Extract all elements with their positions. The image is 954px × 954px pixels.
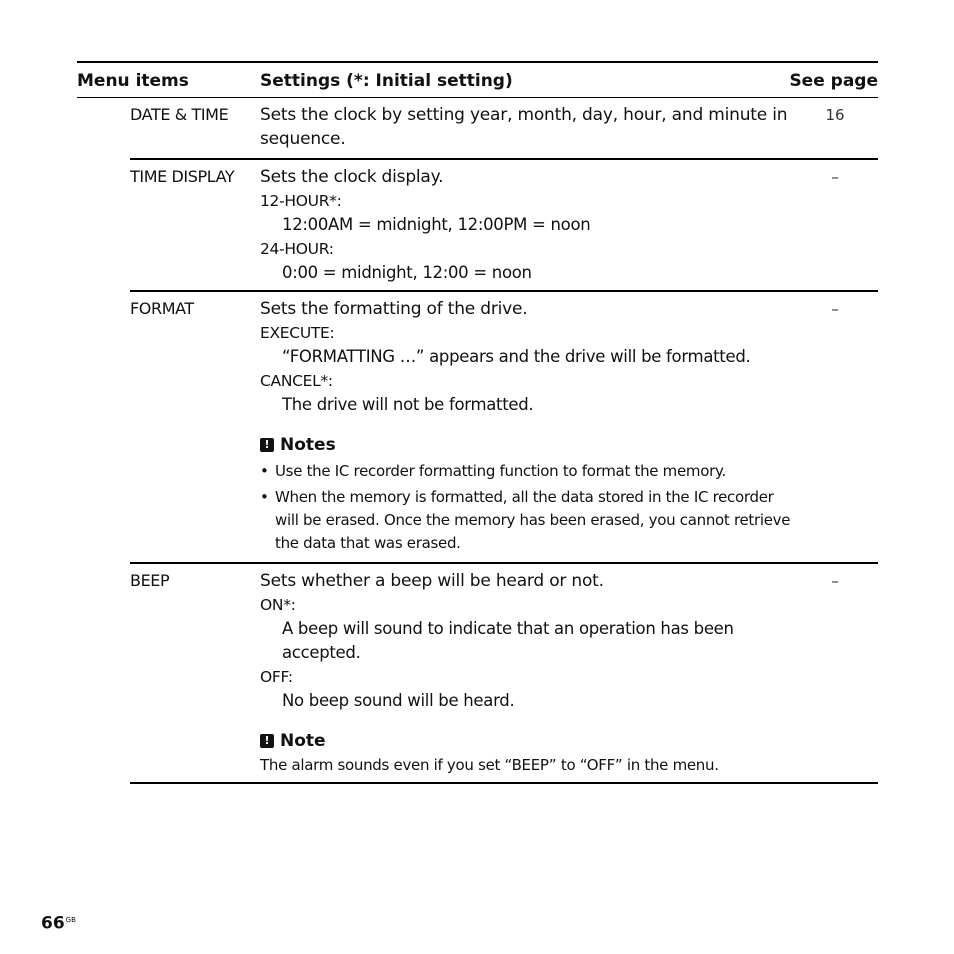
see-page-format: – [831, 300, 839, 318]
header-menu-items: Menu items [77, 71, 189, 91]
menu-item-time-display: TIME DISPLAY [130, 167, 235, 186]
option-label: ON*: [260, 596, 296, 614]
header-rule [77, 97, 878, 98]
note-bullet: • When the memory is formatted, all the data stored in the IC recorder will be erased. Once the memory has been erased, you cannot retrieve the data that was erased. [260, 486, 795, 555]
see-page-date-time: 16 [825, 106, 845, 124]
page-number [41, 908, 76, 936]
caution-icon: ! [260, 734, 274, 748]
table-top-rule [77, 61, 878, 63]
see-page-time-display: – [831, 168, 839, 186]
settings-time-display [260, 165, 800, 285]
header-settings: Settings (*: Initial setting) [260, 71, 513, 91]
setting-description: Sets the clock by setting year, month, day, hour, and minute in sequence. [260, 105, 788, 149]
option-description: “FORMATTING …” appears and the drive will be formatted. [282, 347, 751, 366]
note-text: The alarm sounds even if you set “BEEP” to “OFF” in the menu. [260, 756, 719, 774]
row-divider [130, 290, 878, 292]
note-title: Note [280, 731, 326, 751]
page-number-suffix: GB [65, 916, 76, 924]
menu-item-beep: BEEP [130, 571, 170, 590]
option-description: A beep will sound to indicate that an operation has been accepted. [282, 619, 734, 662]
table-bottom-rule [130, 782, 878, 784]
caution-icon: ! [260, 438, 274, 452]
option-label: 24-HOUR: [260, 240, 334, 258]
menu-item-format: FORMAT [130, 299, 194, 318]
option-description: 12:00AM = midnight, 12:00PM = noon [282, 215, 591, 234]
row-divider [130, 562, 878, 564]
setting-description: Sets whether a beep will be heard or not. [260, 571, 604, 591]
page-number-value: 66 [41, 913, 65, 934]
header-see-page: See page [789, 71, 878, 91]
option-description: The drive will not be formatted. [282, 395, 534, 414]
settings-beep [260, 569, 800, 777]
settings-date-time [260, 103, 795, 151]
setting-description: Sets the formatting of the drive. [260, 299, 528, 319]
note-heading [260, 729, 800, 753]
option-label: OFF: [260, 668, 293, 686]
notes-title: Notes [280, 435, 336, 455]
menu-item-date-time: DATE & TIME [130, 105, 229, 124]
see-page-beep: – [831, 572, 839, 590]
setting-description: Sets the clock display. [260, 167, 444, 187]
option-description: No beep sound will be heard. [282, 691, 515, 710]
settings-format [260, 297, 800, 555]
option-label: 12-HOUR*: [260, 192, 342, 210]
notes-heading [260, 433, 800, 457]
note-bullet: • Use the IC recorder formatting function to format the memory. [260, 460, 800, 483]
option-description: 0:00 = midnight, 12:00 = noon [282, 263, 532, 282]
option-label: EXECUTE: [260, 324, 335, 342]
row-divider [130, 158, 878, 160]
option-label: CANCEL*: [260, 372, 333, 390]
